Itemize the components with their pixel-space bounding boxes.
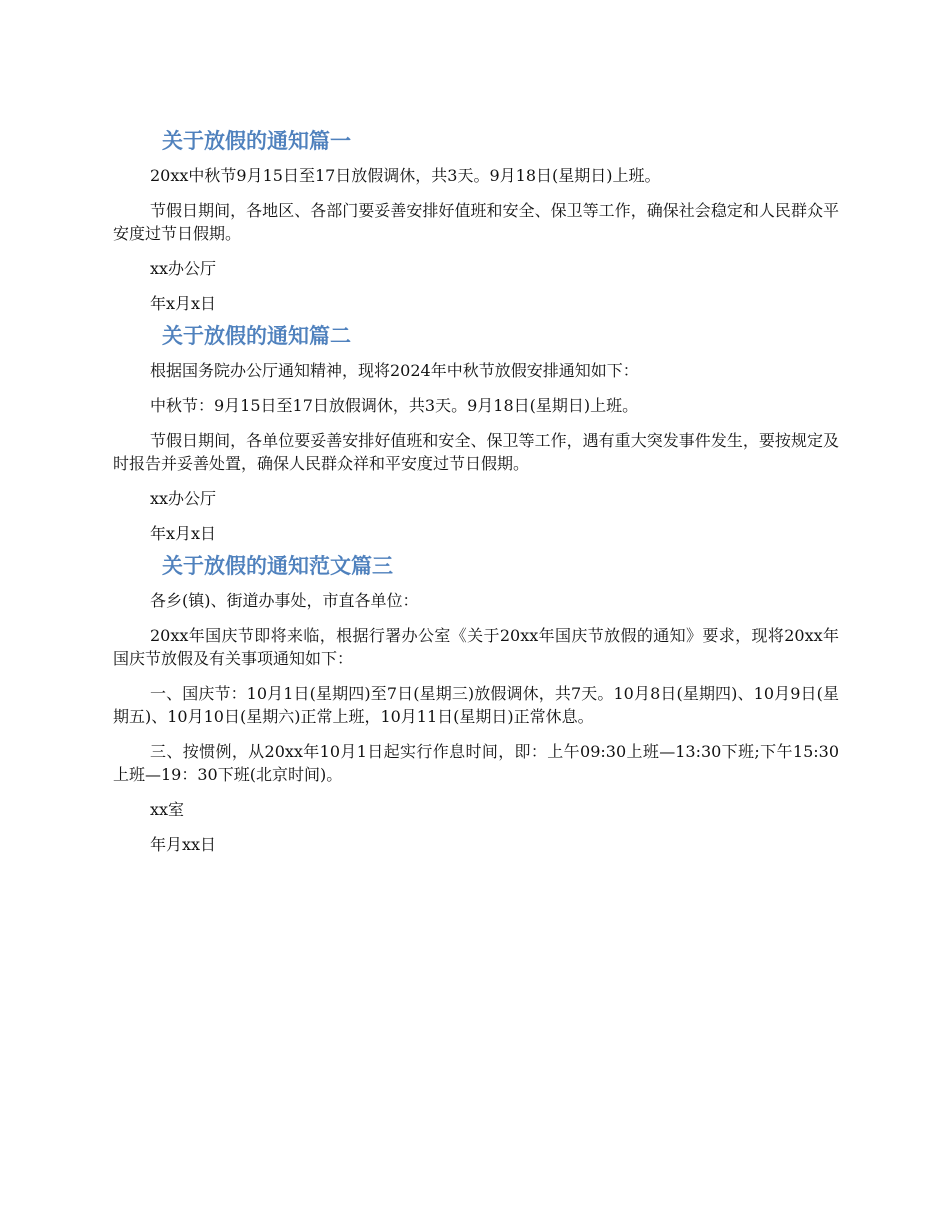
paragraph: 三、按惯例，从20xx年10月1日起实行作息时间，即：上午09:30上班—13:30下班;下午15:30上班—19：30下班(北京时间)。 bbox=[113, 742, 839, 784]
paragraph: 根据国务院办公厅通知精神，现将2024年中秋节放假安排通知如下： bbox=[150, 361, 639, 380]
notice-section-2 bbox=[113, 321, 839, 545]
paragraph: 节假日期间，各地区、各部门要妥善安排好值班和安全、保卫等工作，确保社会稳定和人民群众平安度过节日假期。 bbox=[113, 201, 839, 243]
paragraph: 节假日期间，各单位要妥善安排好值班和安全、保卫等工作，遇有重大突发事件发生，要按规定及时报告并妥善处置，确保人民群众祥和平安度过节日假期。 bbox=[113, 431, 839, 473]
signature-office: xx办公厅 bbox=[150, 259, 217, 278]
signature-office: xx办公厅 bbox=[150, 489, 217, 508]
notice-section-1 bbox=[113, 126, 839, 315]
paragraph: 各乡(镇)、街道办事处，市直各单位： bbox=[150, 591, 419, 610]
paragraph: 中秋节：9月15日至17日放假调休，共3天。9月18日(星期日)上班。 bbox=[150, 396, 639, 415]
paragraph: 20xx中秋节9月15日至17日放假调休，共3天。9月18日(星期日)上班。 bbox=[150, 166, 661, 185]
section-title: 关于放假的通知篇二 bbox=[162, 324, 351, 348]
signature-date: 年x月x日 bbox=[150, 524, 217, 543]
section-title: 关于放假的通知范文篇三 bbox=[162, 554, 393, 578]
paragraph: 20xx年国庆节即将来临，根据行署办公室《关于20xx年国庆节放假的通知》要求，现将20xx年国庆节放假及有关事项通知如下： bbox=[113, 626, 839, 668]
paragraph: 一、国庆节：10月1日(星期四)至7日(星期三)放假调休，共7天。10月8日(星期四)、10月9日(星期五)、10月10日(星期六)正常上班，10月11日(星期日)正常休息。 bbox=[113, 684, 839, 726]
document-page bbox=[113, 126, 839, 856]
signature-date: 年月xx日 bbox=[150, 835, 217, 854]
signature-date: 年x月x日 bbox=[150, 294, 217, 313]
notice-section-3 bbox=[113, 551, 839, 856]
signature-office: xx室 bbox=[150, 800, 185, 819]
section-title: 关于放假的通知篇一 bbox=[162, 129, 351, 153]
